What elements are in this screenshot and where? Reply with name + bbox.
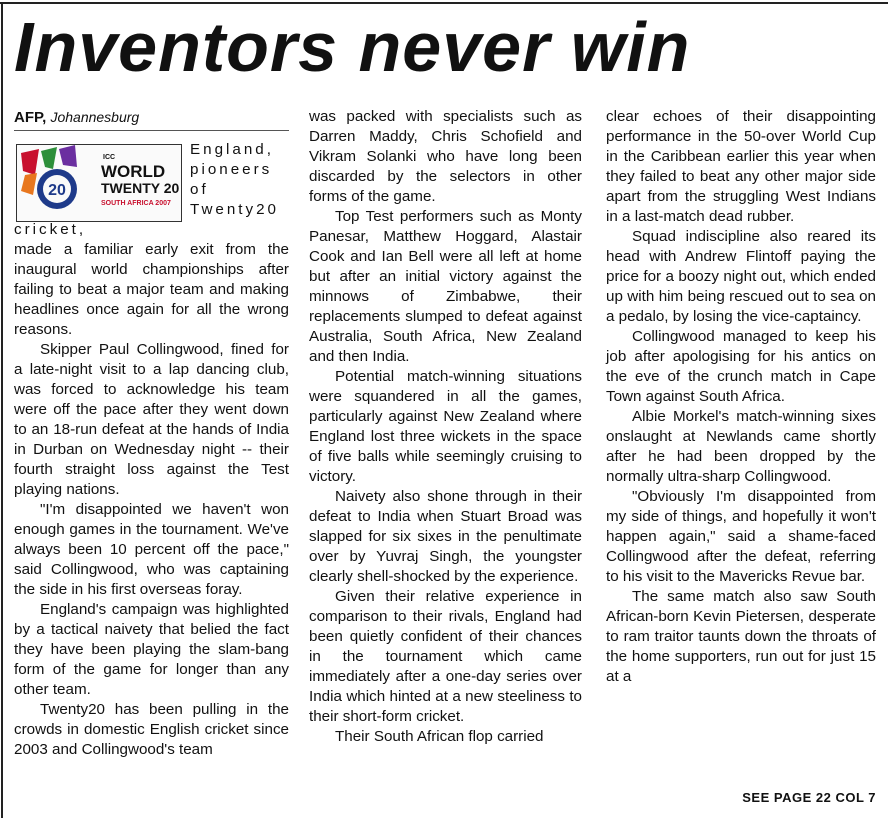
byline-agency: AFP, [14, 109, 47, 126]
logo-line2: WORLD [101, 162, 166, 181]
paragraph: Albie Morkel's match-winning sixes onslaught at Newlands came shortly after he had been dropped by the normally ultra-sharp Collingwood. [606, 408, 876, 485]
article-column-2 [309, 107, 582, 747]
logo-line3: TWENTY 20 [101, 180, 180, 196]
left-rule [1, 2, 3, 818]
logo-image [16, 144, 182, 222]
continuation-jump: SEE PAGE 22 COL 7 [742, 790, 876, 805]
paragraph: Skipper Paul Collingwood, fined for a late-night visit to a lap dancing club, was forced to acknowledge his team were off the pace after they went down to an 18-run defeat at the hands of India in Durban on Wednesday night -- their fourth straight loss against the Test playing nations. [14, 341, 289, 498]
paragraph: "Obviously I'm disappointed from my side of things, and hopefully it won't happen again," said a shame-faced Collingwood after the defeat, referring to his visit to the Mavericks Revue bar. [606, 488, 876, 585]
byline [14, 107, 289, 128]
byline-place: Johannesburg [50, 109, 140, 125]
paragraph: England, pioneers of Twenty20 cricket, [14, 141, 280, 238]
paragraph: clear echoes of their disappointing performance in the 50-over World Cup in the Caribbean earlier this year when they failed to beat any other major side apart from the struggling West Indians in a last-match dead rubber. [606, 108, 876, 225]
article-column-3 [606, 107, 876, 687]
paragraph: made a familiar early exit from the inaugural world championships after failing to beat a major team and making headlines once again for all the wrong reasons. [14, 241, 289, 338]
logo-line4: SOUTH AFRICA 2007 [101, 200, 171, 207]
logo-line1: ICC [103, 154, 116, 161]
paragraph: The same match also saw South African-born Kevin Pietersen, desperate to ram traitor taunts down the throats of the home supporters, run out for just 15 at a [606, 588, 876, 685]
paragraph: "I'm disappointed we haven't won enough games in the tournament. We've always been 10 percent off the pace," said Collingwood, who was captaining the side in his first overseas foray. [14, 501, 289, 598]
paragraph: was packed with specialists such as Darren Maddy, Chris Schofield and Vikram Solanki who have long been discarded by the selectors in other forms of the game. [309, 108, 582, 205]
paragraph: Given their relative experience in comparison to their rivals, England had been quietly confident of their chances in the tournament which came immediately after a one-day series over India which hinted at a new steeliness to their short-form cricket. [309, 588, 582, 725]
paragraph: Potential match-winning situations were squandered in all the games, particularly against New Zealand where England lost three wickets in the space of five balls while seemingly cruising to victory. [309, 368, 582, 485]
paragraph: Twenty20 has been pulling in the crowds in domestic English cricket since 2003 and Collingwood's team [14, 701, 289, 758]
world-twenty20-logo [14, 144, 182, 220]
paragraph: Squad indiscipline also reared its head with Andrew Flintoff paying the price for a boozy night out, which ended up with him being rescued out to sea on a pedalo, by losing the vice-captaincy. [606, 228, 876, 325]
paragraph: Their South African flop carried [335, 728, 544, 745]
paragraph: England's campaign was highlighted by a tactical naivety that belied the fact they have been playing the slam-bang form of the game for longer than any other team. [14, 601, 289, 698]
byline-rule [14, 130, 289, 131]
paragraph: Collingwood managed to keep his job after apologising for his antics on the eve of the crunch match in Cape Town against South Africa. [606, 328, 876, 405]
logo-mark: 20 [48, 182, 66, 199]
article-column-1 [14, 107, 289, 760]
paragraph: Naivety also shone through in their defeat to India when Stuart Broad was slapped for six sixes in the penultimate over by Yuvraj Singh, the youngster clearly shell-shocked by the experience. [309, 488, 582, 585]
paragraph: Top Test performers such as Monty Panesar, Matthew Hoggard, Alastair Cook and Ian Bell were all left at home but after an initial victory against the minnows of Zimbabwe, their replacements slumped to defeat against Australia, South Africa, New Zealand and then India. [309, 208, 582, 365]
headline: Inventors never win [14, 8, 691, 86]
